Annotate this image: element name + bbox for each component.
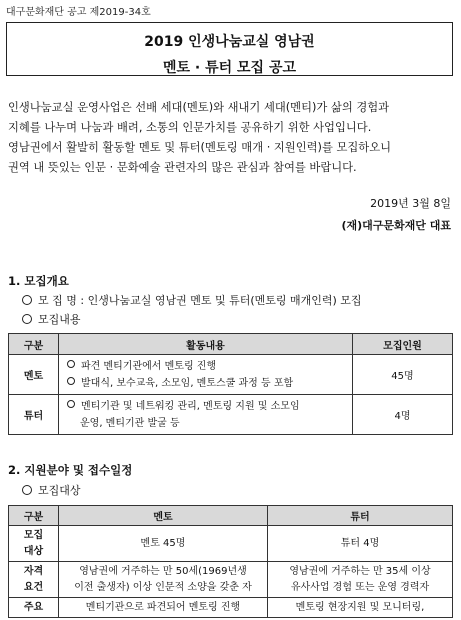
notice-date: 2019년 3월 8일: [370, 197, 451, 210]
tutor-cell: 영남권에 거주하는 만 35세 이상 유사사업 경험 또는 운영 경력자: [268, 562, 453, 598]
eligibility-table: [8, 505, 453, 618]
count-cell: 4명: [353, 395, 453, 435]
circle-bullet-icon: [67, 377, 75, 385]
title-box: [6, 22, 453, 76]
section-1-line-1: 모 집 명 : 인생나눔교실 영남권 멘토 및 튜터(멘토링 매개인력) 모집: [22, 292, 362, 308]
circle-bullet-icon: [22, 485, 32, 495]
circle-bullet-icon: [67, 360, 75, 368]
intro-line: 인생나눔교실 운영사업은 선배 세대(멘토)와 새내기 세대(멘티)가 삶의 경험과: [8, 101, 390, 114]
table-row: [9, 395, 453, 435]
table-header: 모집인원: [353, 334, 453, 355]
tutor-cell: 튜터 4명: [268, 526, 453, 562]
table-header: 튜터: [268, 506, 453, 526]
row-label: 자격 요건: [9, 562, 59, 598]
title-line-1: 2019 인생나눔교실 영남권: [144, 34, 315, 50]
section-1-line-2: 모집내용: [22, 311, 81, 327]
mentor-cell: 멘토 45명: [59, 526, 268, 562]
table-header: 멘토: [59, 506, 268, 526]
section-2-heading: 2. 지원분야 및 접수일정: [8, 463, 133, 477]
intro-line: 영남권에서 활발히 활동할 멘토 및 튜터(멘토링 매개 · 지원인력)를 모집하오니: [8, 141, 392, 154]
mentor-cell: 영남권에 거주하는 만 50세(1969년생 이전 출생자) 이상 인문적 소양을 갖춘 자: [59, 562, 268, 598]
tutor-cell: 멘토링 현장지원 및 모니터링,: [268, 598, 453, 618]
intro-paragraph: [8, 98, 453, 178]
recruitment-table: [8, 333, 453, 435]
circle-bullet-icon: [22, 314, 32, 324]
table-header: 구분: [9, 334, 59, 355]
count-cell: 45명: [353, 355, 453, 395]
table-row: [9, 598, 453, 618]
title-line-2: 멘토 · 튜터 모집 공고: [162, 60, 296, 76]
notice-number: 대구문화재단 공고 제2019-34호: [6, 7, 151, 18]
table-row: [9, 562, 453, 598]
activity-cell: 멘티기관 및 네트워킹 관리, 멘토링 지원 및 소모임 운영, 멘티기관 발굴 등: [59, 395, 353, 435]
table-header: 구분: [9, 506, 59, 526]
table-row: [9, 526, 453, 562]
circle-bullet-icon: [67, 400, 75, 408]
organization-name: (재)대구문화재단 대표: [341, 219, 451, 232]
row-label: 주요: [9, 598, 59, 618]
intro-line: 지혜를 나누며 나눔과 배려, 소통의 인문가치를 공유하기 위한 사업입니다.: [8, 121, 372, 134]
row-label: 모집 대상: [9, 526, 59, 562]
mentor-cell: 멘티기관으로 파견되어 멘토링 진행: [59, 598, 268, 618]
intro-line: 권역 내 뜻있는 인문 · 문화예술 관련자의 많은 관심과 참여를 바랍니다.: [8, 161, 357, 174]
activity-cell: 파견 멘티기관에서 멘토링 진행 발대식, 보수교육, 소모임, 멘토스쿨 과정 등 포함: [59, 355, 353, 395]
table-row: [9, 355, 453, 395]
circle-bullet-icon: [22, 295, 32, 305]
row-label: 멘토: [9, 355, 59, 395]
table-header: 활동내용: [59, 334, 353, 355]
section-1-heading: 1. 모집개요: [8, 274, 69, 288]
section-2-line-1: 모집대상: [22, 482, 81, 498]
row-label: 튜터: [9, 395, 59, 435]
